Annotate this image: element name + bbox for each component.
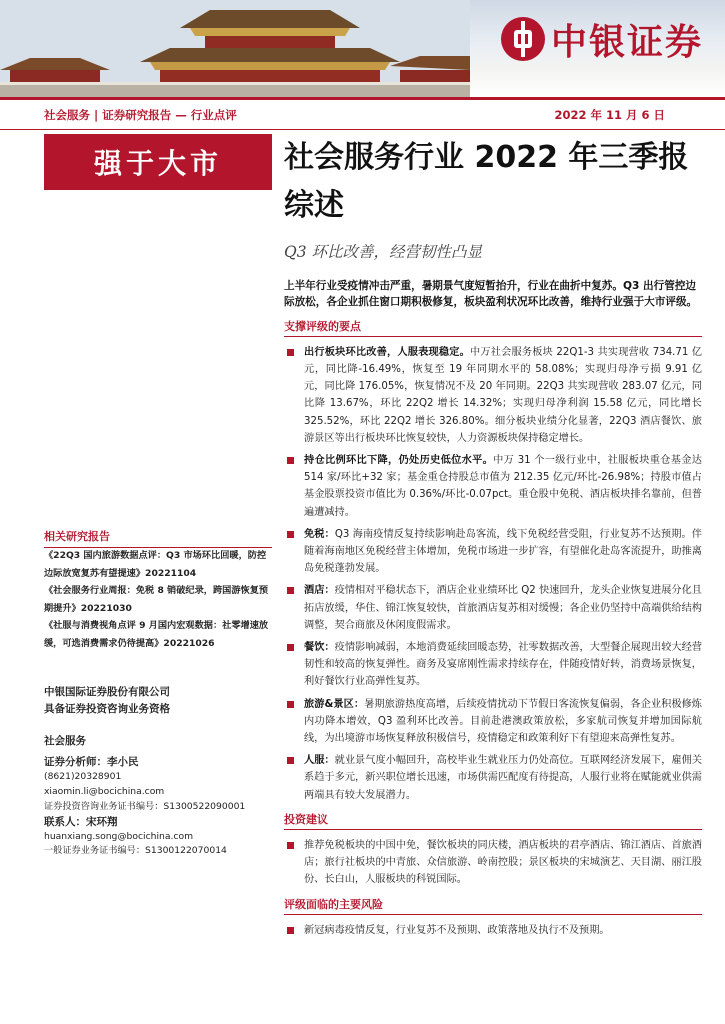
rating-badge: 强于大市	[44, 134, 272, 190]
page-subtitle: Q3 环比改善，经营韧性凸显	[284, 243, 482, 261]
analyst-info	[44, 755, 272, 859]
header-banner	[0, 0, 725, 97]
related-reports-list	[44, 547, 272, 653]
list-item: 餐饮：疫情影响减弱，本地消费延续回暖态势，社零数据改善，大型餐企展现出较大经营韧性和较高的恢复弹性。商务及宴席刚性需求持续存在，伴随疫情好转，消费场景恢复，利好餐饮行业高弹性复苏。	[284, 639, 702, 691]
list-item: 推荐免税板块的中国中免，餐饮板块的同庆楼，酒店板块的君亭酒店、锦江酒店、首旅酒店；旅行社板块的中青旅、众信旅游、岭南控股；景区板块的宋城演艺、天目湖、丽江股份、长白山，人服板块的科锐国际。	[284, 837, 702, 889]
investment-advice-list	[284, 837, 702, 889]
analyst-phone: (8621)20328901	[44, 770, 122, 782]
main-content	[284, 278, 702, 944]
company-qualification: 具备证券投资咨询业务资格	[44, 703, 170, 715]
company-info	[44, 684, 272, 718]
meta-bar	[0, 97, 725, 130]
page-title: 社会服务行业 2022 年三季报综述	[284, 140, 689, 223]
related-report-item[interactable]: 《社会服务行业周报：免税 8 销破纪录，跨国游恢复预期提升》20221030	[44, 585, 269, 614]
logo-text: 中银证券	[550, 20, 703, 63]
analyst-email[interactable]: xiaomin.li@bocichina.com	[44, 785, 165, 797]
company-name: 中银国际证券股份有限公司	[44, 686, 170, 698]
forbidden-city-illustration	[0, 0, 470, 97]
risk-heading: 评级面临的主要风险	[284, 896, 702, 915]
list-item: 人服：就业景气度小幅回升，高校毕业生就业压力仍处高位。互联网经济发展下，雇佣关系趋于多元，新兴职位增长迅速，市场供需匹配度有待提高，人服行业将在赋能就业供需两端具有较大发展潜力。	[284, 752, 702, 804]
list-item: 出行板块环比改善，人服表现稳定。中万社会服务板块 22Q1-3 共实现营收 734.71 亿元，同比降-16.49%，恢复至 19 年同期水平的 58.08%；实现归母净亏损 9.91 亿元，同比降 176.05%，恢复情况不及 20 年同期。22Q3 共实现营收 283.07 亿元，同比降 13.67%，环比 22Q2 增长 14.32%；实现归母净利润 15.58 亿元，同比增长 325.52%，环比 22Q2 增长 326.80%。细分板块业绩分化显著，22Q3 酒店餐饮、旅游景区等出行板块环比恢复较快，人力资源板块保持稳定增长。	[284, 344, 702, 447]
list-item: 旅游&景区：暑期旅游热度高增，后续疫情扰动下节假日客流恢复偏弱，各企业积极修炼内功降本增效，Q3 盈利环比改善。目前赴港澳政策放松，多家航司恢复并增加国际航线，为出境游市场恢复释放积极信号，疫情稳定和政策利好下有望迎来高弹性复苏。	[284, 696, 702, 748]
report-date: 2022 年 11 月 6 日	[554, 108, 665, 122]
support-points-heading: 支撑评级的要点	[284, 318, 702, 337]
summary-paragraph: 上半年行业受疫情冲击严重，暑期景气度短暂抬升，行业在曲折中复苏。Q3 出行管控边际放松，各企业抓住窗口期积极修复，板块盈利状况环比改善，维持行业强于大市评级。	[284, 280, 698, 309]
company-logo	[501, 14, 703, 64]
analyst-name: 证券分析师：李小民	[44, 756, 139, 768]
list-item: 酒店：疫情相对平稳状态下，酒店企业业绩环比 Q2 快速回升，龙头企业恢复进展分化且拓店放缓，华住、锦江恢复较快，首旅酒店复苏相对缓慢；各企业仍坚持中高端供给结构调整，契合商旅及休闲度假需求。	[284, 582, 702, 634]
related-reports-heading: 相关研究报告	[44, 528, 272, 548]
list-item: 新冠病毒疫情反复，行业复苏不及预期、政策落地及执行不及预期。	[284, 922, 702, 939]
risk-list	[284, 922, 702, 939]
analyst-cert: 证券投资咨询业务证书编号：S1300522090001	[44, 800, 246, 812]
boc-logo-icon	[501, 17, 545, 61]
list-item: 持仓比例环比下降，仍处历史低位水平。中万 31 个一级行业中，社服板块重仓基金达 514 家/环比+32 家；基金重仓持股总市值为 212.35 亿元/环比-26.98%；持股市值占基金股票投资市值比为 0.36%/环比-0.07pct。重仓股中免税、酒店板块排名靠前，但普遍遭减持。	[284, 452, 702, 521]
sector-label: 社会服务	[44, 735, 86, 747]
contact-name: 联系人：宋环翔	[44, 815, 118, 828]
investment-advice-heading: 投资建议	[284, 811, 702, 830]
contact-email[interactable]: huanxiang.song@bocichina.com	[44, 830, 194, 842]
related-report-item[interactable]: 《22Q3 国内旅游数据点评：Q3 市场环比回暖，防控边际放宽复苏有望提速》20221104	[44, 550, 267, 579]
contact-cert: 一般证券业务证书编号：S1300122070014	[44, 845, 227, 857]
related-report-item[interactable]: 《社服与消费视角点评 9 月国内宏观数据：社零增速放缓，可选消费需求仍待提高》20221026	[44, 620, 269, 649]
report-category: 社会服务 | 证券研究报告 — 行业点评	[44, 108, 237, 122]
list-item: 免税：Q3 海南疫情反复持续影响赴岛客流，线下免税经营受阻，行业复苏不达预期。伴随着海南地区免税经营主体增加，免税市场进一步扩容，有望催化赴岛客流提升，助推离岛免税蓬勃发展。	[284, 526, 702, 578]
support-points-list	[284, 344, 702, 804]
